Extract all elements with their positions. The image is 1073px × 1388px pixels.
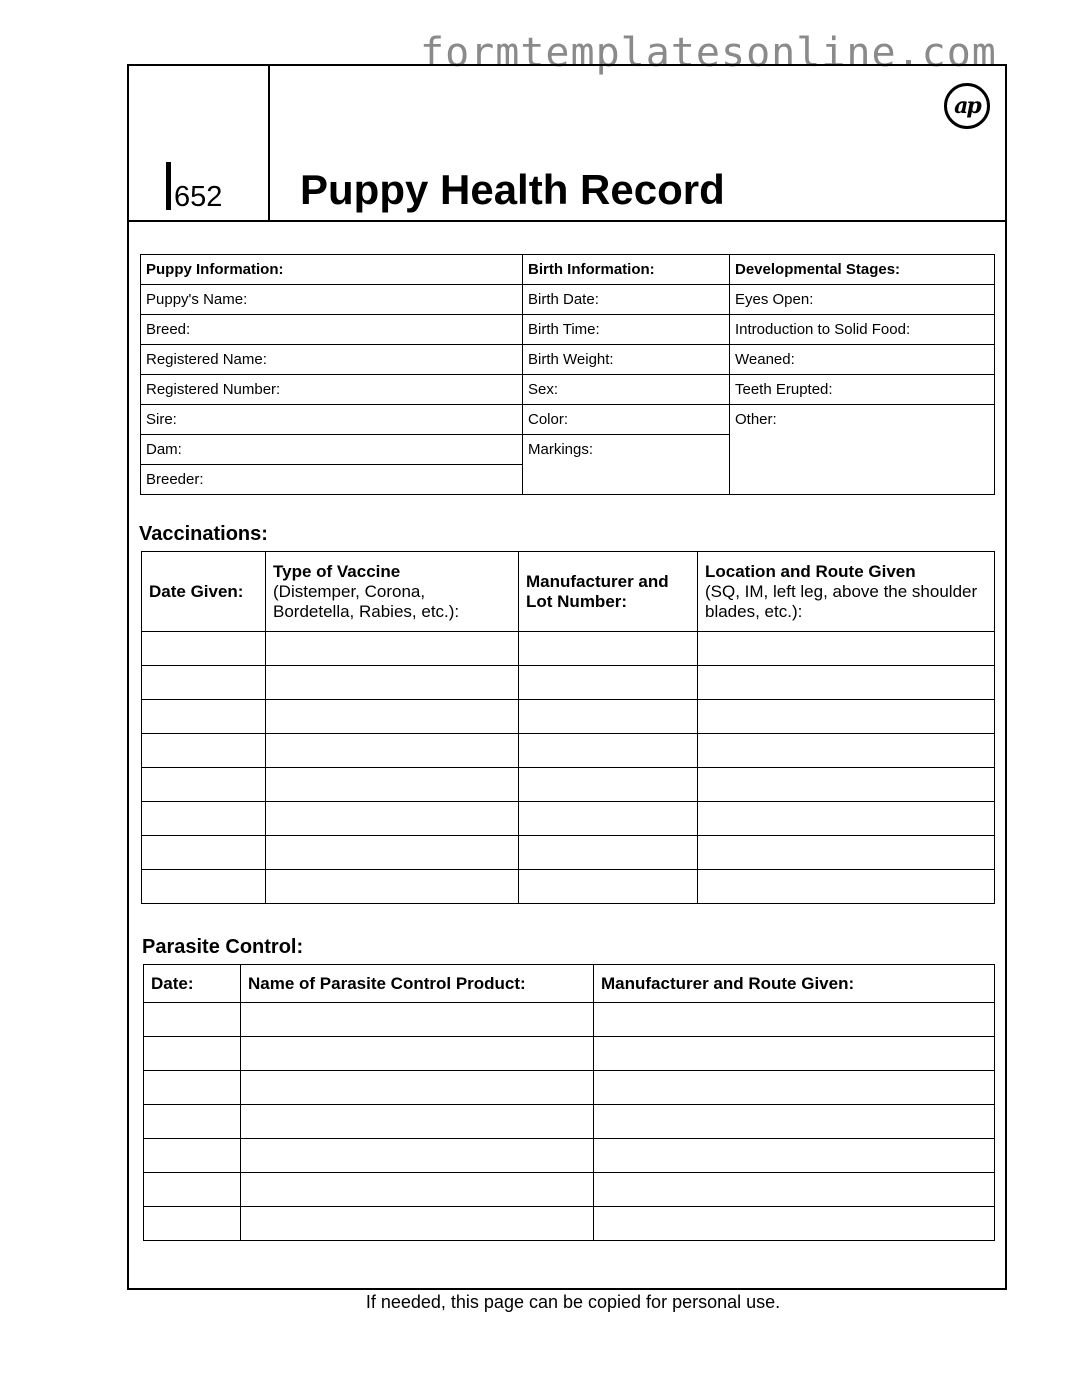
markings-field[interactable]: Markings: [523, 435, 730, 495]
parasite-cell[interactable] [144, 1207, 241, 1241]
parasite-row [144, 1173, 995, 1207]
parasite-control-table [143, 964, 995, 1241]
parasite-cell[interactable] [144, 1037, 241, 1071]
vaccination-cell[interactable] [266, 836, 519, 870]
parasite-cell[interactable] [241, 1071, 594, 1105]
parasite-row [144, 1037, 995, 1071]
dam-field[interactable]: Dam: [141, 435, 523, 465]
parasite-cell[interactable] [144, 1173, 241, 1207]
vaccinations-table [141, 551, 995, 904]
vaccination-cell[interactable] [519, 700, 698, 734]
form-number-text: 652 [174, 181, 223, 213]
birth-weight-field[interactable]: Birth Weight: [523, 345, 730, 375]
parasite-cell[interactable] [594, 1003, 995, 1037]
vaccination-cell[interactable] [266, 802, 519, 836]
color-field[interactable]: Color: [523, 405, 730, 435]
parasite-control-label: Parasite Control: [142, 936, 304, 958]
sire-field[interactable]: Sire: [141, 405, 523, 435]
header-divider [268, 64, 270, 221]
vaccination-row [142, 632, 995, 666]
parasite-cell[interactable] [144, 1105, 241, 1139]
vacc-date-header: Date Given: [142, 552, 266, 632]
parasite-cell[interactable] [241, 1105, 594, 1139]
vaccination-cell[interactable] [698, 700, 995, 734]
vaccination-cell[interactable] [519, 870, 698, 904]
parasite-cell[interactable] [594, 1139, 995, 1173]
vaccination-cell[interactable] [698, 768, 995, 802]
parasite-cell[interactable] [241, 1003, 594, 1037]
other-field[interactable]: Other: [730, 405, 995, 495]
ap-logo-icon [944, 83, 990, 129]
parasite-cell[interactable] [594, 1207, 995, 1241]
breed-field[interactable]: Breed: [141, 315, 523, 345]
parasite-cell[interactable] [594, 1037, 995, 1071]
vaccination-cell[interactable] [142, 836, 266, 870]
vacc-type-header: Type of Vaccine (Distemper, Corona, Bordetella, Rabies, etc.): [266, 552, 519, 632]
parasite-cell[interactable] [594, 1173, 995, 1207]
birth-time-field[interactable]: Birth Time: [523, 315, 730, 345]
vaccination-row [142, 666, 995, 700]
vaccination-cell[interactable] [142, 632, 266, 666]
birth-date-field[interactable]: Birth Date: [523, 285, 730, 315]
puppy-info-header: Puppy Information: [141, 255, 523, 285]
dev-stages-header: Developmental Stages: [730, 255, 995, 285]
vaccination-row [142, 768, 995, 802]
vaccination-row [142, 734, 995, 768]
parasite-row [144, 1003, 995, 1037]
vaccination-cell[interactable] [142, 734, 266, 768]
vacc-location-header: Location and Route Given (SQ, IM, left leg, above the shoulder blades, etc.): [698, 552, 995, 632]
parasite-row [144, 1207, 995, 1241]
birth-info-header: Birth Information: [523, 255, 730, 285]
teeth-erupted-field[interactable]: Teeth Erupted: [730, 375, 995, 405]
parasite-cell[interactable] [594, 1105, 995, 1139]
form-number [166, 158, 222, 214]
vaccination-cell[interactable] [698, 632, 995, 666]
vaccination-cell[interactable] [142, 870, 266, 904]
eyes-open-field[interactable]: Eyes Open: [730, 285, 995, 315]
vaccination-row [142, 836, 995, 870]
vaccination-cell[interactable] [142, 768, 266, 802]
vaccination-cell[interactable] [698, 734, 995, 768]
vaccination-cell[interactable] [266, 768, 519, 802]
parasite-cell[interactable] [241, 1139, 594, 1173]
page-title: Puppy Health Record [300, 166, 725, 213]
parasite-row [144, 1139, 995, 1173]
vaccination-cell[interactable] [519, 768, 698, 802]
vaccination-cell[interactable] [266, 700, 519, 734]
parasite-cell[interactable] [144, 1071, 241, 1105]
vaccination-row [142, 700, 995, 734]
parasite-cell[interactable] [241, 1207, 594, 1241]
vaccination-cell[interactable] [142, 666, 266, 700]
vaccination-cell[interactable] [519, 666, 698, 700]
vaccination-cell[interactable] [698, 666, 995, 700]
weaned-field[interactable]: Weaned: [730, 345, 995, 375]
parasite-cell[interactable] [241, 1173, 594, 1207]
solid-food-field[interactable]: Introduction to Solid Food: [730, 315, 995, 345]
parasite-cell[interactable] [144, 1003, 241, 1037]
vaccination-cell[interactable] [698, 802, 995, 836]
vaccination-cell[interactable] [519, 802, 698, 836]
parasite-cell[interactable] [144, 1139, 241, 1173]
vaccination-row [142, 802, 995, 836]
vaccination-cell[interactable] [519, 632, 698, 666]
vaccinations-label: Vaccinations: [139, 523, 268, 545]
vaccination-cell[interactable] [266, 734, 519, 768]
vaccination-cell[interactable] [266, 870, 519, 904]
vaccination-cell[interactable] [142, 802, 266, 836]
logo-text: ap [954, 93, 980, 119]
watermark: formtemplatesonline.com [420, 30, 997, 76]
vaccination-cell[interactable] [698, 836, 995, 870]
registered-number-field[interactable]: Registered Number: [141, 375, 523, 405]
para-date-header: Date: [144, 965, 241, 1003]
vaccination-cell[interactable] [142, 700, 266, 734]
vaccination-cell[interactable] [519, 836, 698, 870]
breeder-field[interactable]: Breeder: [141, 465, 523, 495]
sex-field[interactable]: Sex: [523, 375, 730, 405]
puppy-name-field[interactable]: Puppy's Name: [141, 285, 523, 315]
parasite-cell[interactable] [594, 1071, 995, 1105]
parasite-row [144, 1105, 995, 1139]
vaccination-cell[interactable] [266, 632, 519, 666]
footer-note: If needed, this page can be copied for personal use. [365, 1292, 781, 1312]
vaccination-cell[interactable] [519, 734, 698, 768]
puppy-info-table [140, 254, 995, 495]
form-number-bar [166, 162, 171, 210]
vaccination-cell[interactable] [698, 870, 995, 904]
header-rule [127, 220, 1006, 222]
parasite-cell[interactable] [241, 1037, 594, 1071]
vacc-manufacturer-header: Manufacturer and Lot Number: [519, 552, 698, 632]
parasite-row [144, 1071, 995, 1105]
vaccination-cell[interactable] [266, 666, 519, 700]
vaccination-row [142, 870, 995, 904]
para-manufacturer-header: Manufacturer and Route Given: [594, 965, 995, 1003]
registered-name-field[interactable]: Registered Name: [141, 345, 523, 375]
para-product-header: Name of Parasite Control Product: [241, 965, 594, 1003]
